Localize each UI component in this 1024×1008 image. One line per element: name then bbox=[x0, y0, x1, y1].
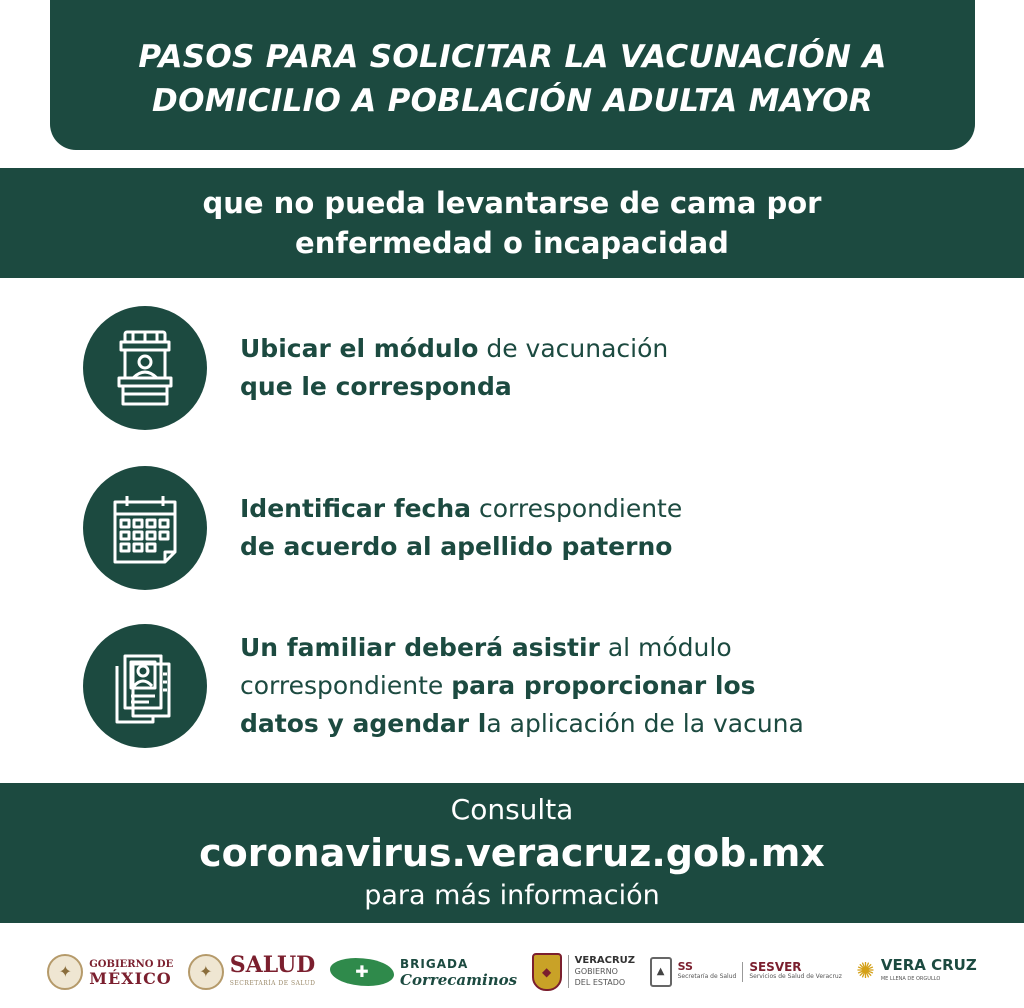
salud-seal-icon: ✦ bbox=[188, 954, 224, 990]
step-2-line-2 bbox=[240, 528, 682, 566]
step-1-line-1-normal: de vacunación bbox=[478, 334, 669, 363]
salud-small-text: SECRETARÍA DE SALUD bbox=[229, 979, 316, 987]
step-3-line-1-normal: al módulo bbox=[599, 633, 732, 662]
step-3-line-1 bbox=[240, 629, 804, 667]
step-1 bbox=[83, 306, 1003, 430]
brigada-small-text: BRIGADA bbox=[400, 956, 469, 971]
step-1-text bbox=[240, 330, 668, 406]
step-2-text bbox=[240, 490, 682, 566]
subtitle-line-2: enfermedad o incapacidad bbox=[295, 226, 729, 260]
eagle-seal-icon: ✦ bbox=[47, 954, 83, 990]
ss-small-text: Secretaría de Salud bbox=[677, 972, 737, 980]
kiosk-person-icon bbox=[103, 326, 187, 410]
title-line-2: DOMICILIO A POBLACIÓN ADULTA MAYOR bbox=[152, 83, 873, 119]
step-1-line-2 bbox=[240, 368, 668, 406]
ss-emblem-icon: ▲ bbox=[650, 957, 672, 987]
step-2-line-1-normal: correspondiente bbox=[471, 494, 683, 523]
id-document-icon bbox=[103, 644, 187, 728]
step-1-line-1-bold: Ubicar el módulo bbox=[240, 334, 479, 363]
gobierno-de-mexico-logo bbox=[47, 954, 173, 990]
step-3-line-3-normal: a aplicación de la vacuna bbox=[486, 709, 804, 738]
step-3-line-1-bold: Un familiar deberá asistir bbox=[240, 633, 600, 662]
step-3-icon-circle bbox=[83, 624, 207, 748]
veracruz-pattern-icon: ✺ bbox=[856, 959, 875, 984]
consulta-label: Consulta bbox=[450, 793, 574, 826]
step-3-line-3-bold: datos y agendar l bbox=[240, 709, 487, 738]
vc-big-text: VERA CRUZ bbox=[880, 955, 977, 974]
step-2-line-1-bold: Identificar fecha bbox=[240, 494, 472, 523]
veracruz-shield-icon: ◆ bbox=[532, 953, 562, 991]
logos-strip bbox=[0, 935, 1024, 1008]
veracruz-small-text-1: GOBIERNO bbox=[574, 967, 618, 976]
calendar-icon bbox=[103, 486, 187, 570]
sesver-big-text: SESVER bbox=[749, 959, 802, 974]
veracruz-gobierno-logo bbox=[532, 953, 635, 991]
title-band bbox=[50, 0, 975, 150]
footer-band bbox=[0, 783, 1024, 923]
step-2-line-2-bold: de acuerdo al apellido paterno bbox=[240, 532, 673, 561]
more-info-label: para más información bbox=[364, 880, 660, 911]
ss-sesver-logo bbox=[650, 957, 842, 987]
ss-big-text: SS bbox=[677, 959, 693, 973]
step-3-line-3 bbox=[240, 705, 804, 743]
step-3 bbox=[83, 624, 1003, 748]
brigada-big-text: Correcaminos bbox=[400, 970, 518, 989]
veracruz-big-text: VERACRUZ bbox=[574, 955, 636, 966]
subtitle-line-1: que no pueda levantarse de cama por bbox=[202, 186, 822, 220]
brigada-correcaminos-logo bbox=[330, 956, 517, 988]
step-3-line-2-normal: correspondiente bbox=[240, 671, 452, 700]
step-3-line-2-bold: para proporcionar los bbox=[451, 671, 756, 700]
step-1-line-1 bbox=[240, 330, 668, 368]
step-3-text bbox=[240, 629, 804, 743]
gobierno-big-text: MÉXICO bbox=[89, 968, 172, 988]
veracruz-small-text-2: DEL ESTADO bbox=[574, 978, 626, 987]
step-1-icon-circle bbox=[83, 306, 207, 430]
website-link[interactable]: coronavirus.veracruz.gob.mx bbox=[199, 831, 825, 875]
step-3-line-2 bbox=[240, 667, 804, 705]
gobierno-small-text: GOBIERNO DE bbox=[89, 958, 174, 970]
steps-list bbox=[0, 300, 1024, 770]
roadrunner-icon: ✚ bbox=[330, 958, 394, 986]
sesver-small-text: Servicios de Salud de Veracruz bbox=[749, 972, 842, 980]
salud-logo bbox=[188, 953, 316, 991]
title-line-1: PASOS PARA SOLICITAR LA VACUNACIÓN A bbox=[138, 39, 887, 75]
step-2-icon-circle bbox=[83, 466, 207, 590]
step-1-line-2-bold: que le corresponda bbox=[240, 372, 512, 401]
vc-small-text: ME LLENA DE ORGULLO bbox=[880, 975, 941, 982]
step-2-line-1 bbox=[240, 490, 682, 528]
step-2 bbox=[83, 466, 1003, 590]
veracruz-orgullo-logo bbox=[856, 955, 977, 986]
subtitle-band bbox=[0, 168, 1024, 278]
salud-big-text: SALUD bbox=[229, 951, 316, 978]
